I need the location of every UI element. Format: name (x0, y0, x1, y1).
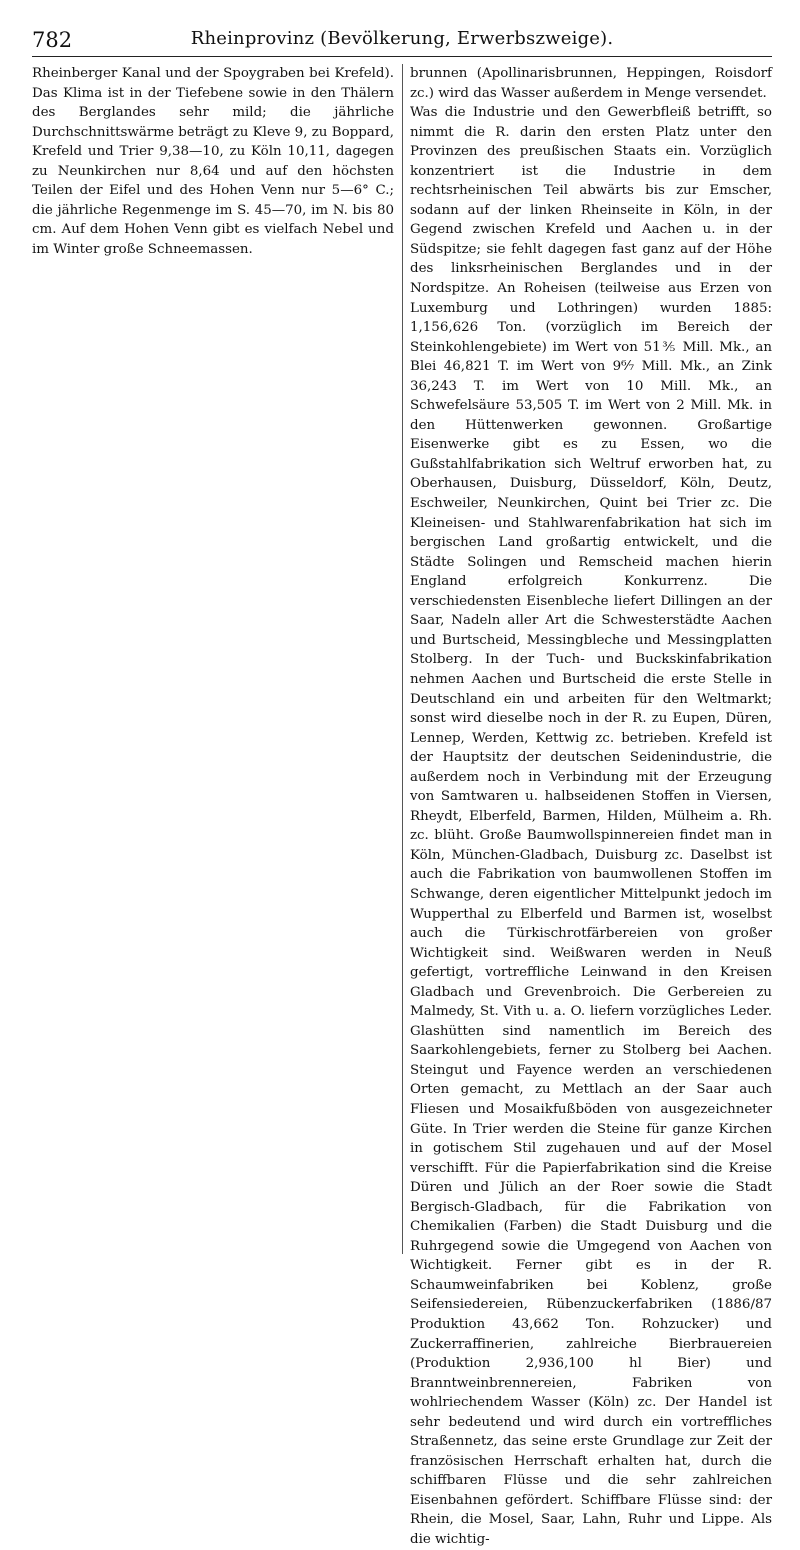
left-column (32, 64, 394, 259)
page-header (32, 22, 772, 57)
paragraph-climate: Rheinberger Kanal und der Spoygraben bei Krefeld). Das Klima ist in der Tiefebene sowie in den Thälern des Berglandes sehr mild; die jährliche Durchschnittswärme beträgt zu Kleve 9, zu Boppard, Krefeld und Trier 9,38—10, zu Köln 10,11, dagegen zu Neunkirchen nur 8,64 und auf den höchsten Teilen der Eifel und des Hohen Venn nur 5—6° C.; die jährliche Regenmenge im S. 45—70, im N. bis 80 cm. Auf dem Hohen Venn gibt es vielfach Nebel und im Winter große Schneemassen. (32, 66, 394, 257)
paragraph-industry: Was die Industrie und den Gewerbfleiß betrifft, so nimmt die R. darin den ersten Platz unter den Provinzen des preußischen Staats ein. Vorzüglich konzentriert ist die Industrie in dem rechtsrheinischen Teil abwärts bis zur Emscher, sodann auf der linken Rheinseite in Köln, in der Gegend zwischen Krefeld und Aachen u. in der Südspitze; sie fehlt dagegen fast ganz auf der Höhe des linksrheinischen Berglandes und in der Nordspitze. An Roheisen (teilweise aus Erzen von Luxemburg und Lothringen) wurden 1885: 1,156,626 Ton. (vorzüglich im Bereich der Steinkohlengebiete) im Wert von 51⅗ Mill. Mk., an Blei 46,821 T. im Wert von 9⁶⁄₇ Mill. Mk., an Zink 36,243 T. im Wert von 10 Mill. Mk., an Schwefelsäure 53,505 T. im Wert von 2 Mill. Mk. in den Hüttenwerken gewonnen. Großartige Eisenwerke gibt es zu Essen, wo die Gußstahlfabrikation sich Weltruf erworben hat, zu Oberhausen, Duisburg, Düsseldorf, Köln, Deutz, Eschweiler, Neunkirchen, Quint bei Trier zc. Die Kleineisen- und Stahlwarenfabrikation hat sich im bergischen Land großartig entwickelt, und die Städte Solingen und Remscheid machen hierin England erfolgreich Konkurrenz. Die verschiedensten Eisenbleche liefert Dillingen an der Saar, Nadeln aller Art die Schwesterstädte Aachen und Burtscheid, Messingbleche und Messingplatten Stolberg. In der Tuch- und Buckskinfabrikation nehmen Aachen und Burtscheid die erste Stelle in Deutschland ein und arbeiten für den Weltmarkt; sonst wird dieselbe noch in der R. zu Eupen, Düren, Lennep, Werden, Kettwig zc. betrieben. Krefeld ist der Hauptsitz der deutschen Seidenindustrie, die außerdem noch in Verbindung mit der Erzeugung von Samtwaren u. halbseidenen Stoffen in Viersen, Rheydt, Elberfeld, Barmen, Hilden, Mülheim a. Rh. zc. blüht. Große Baumwollspinnereien findet man in Köln, München-Gladbach, Duisburg zc. Daselbst ist auch die Fabrikation von baumwollenen Stoffen im Schwange, deren eigentlicher Mittelpunkt jedoch im Wupperthal zu Elberfeld und Barmen ist, woselbst auch die Türkischrotfärbereien von großer Wichtigkeit sind. Weißwaren werden in Neuß gefertigt, vortreffliche Leinwand in den Kreisen Gladbach und Grevenbroich. Die Gerbereien zu Malmedy, St. Vith u. a. O. liefern vorzügliches Leder. Glashütten sind namentlich im Bereich des Saarkohlengebiets, ferner zu Stolberg bei Aachen. Steingut und Fayence werden an verschiedenen Orten gemacht, zu Mettlach an der Saar auch Fliesen und Mosaikfußböden von ausgezeichneter Güte. In Trier werden die Steine für ganze Kirchen in gotischem Stil zugehauen und auf der Mosel verschifft. Für die Papierfabrikation sind die Kreise Düren und Jülich an der Roer sowie die Stadt Bergisch-Gladbach, für die Fabrikation von Chemikalien (Farben) die Stadt Duisburg und die Ruhrgegend sowie die Umgegend von Aachen von Wichtigkeit. Ferner gibt es in der R. Schaumweinfabriken bei Koblenz, große Seifensiedereien, Rübenzuckerfabriken (1886/87 Produktion 43,662 Ton. Rohzucker) und Zuckerraffinerien, zahlreiche Bierbrauereien (Produktion 2,936,100 hl Bier) und Branntweinbrennereien, Fabriken von wohlriechendem Wasser (Köln) zc. Der Handel ist sehr bedeutend und wird durch ein vortreffliches Straßennetz, das seine erste Grundlage zur Zeit der französischen Herrschaft erhalten hat, durch die schiffbaren Flüsse und die sehr zahlreichen Eisenbahnen gefördert. Schiffbare Flüsse sind: der Rhein, die Mosel, Saar, Lahn, Ruhr und Lippe. Als die wichtig- (410, 105, 772, 1548)
running-head: Rheinprovinz (Bevölkerung, Erwerbszweige). (190, 28, 614, 49)
page-number: 782 (32, 28, 73, 52)
paragraph-mineral-water: brunnen (Apollinarisbrunnen, Heppingen, Roisdorf zc.) wird das Wasser außerdem in Menge versendet. (410, 66, 772, 101)
dictionary-page (32, 22, 772, 1548)
column-divider (402, 64, 403, 1254)
right-column (410, 64, 772, 1550)
